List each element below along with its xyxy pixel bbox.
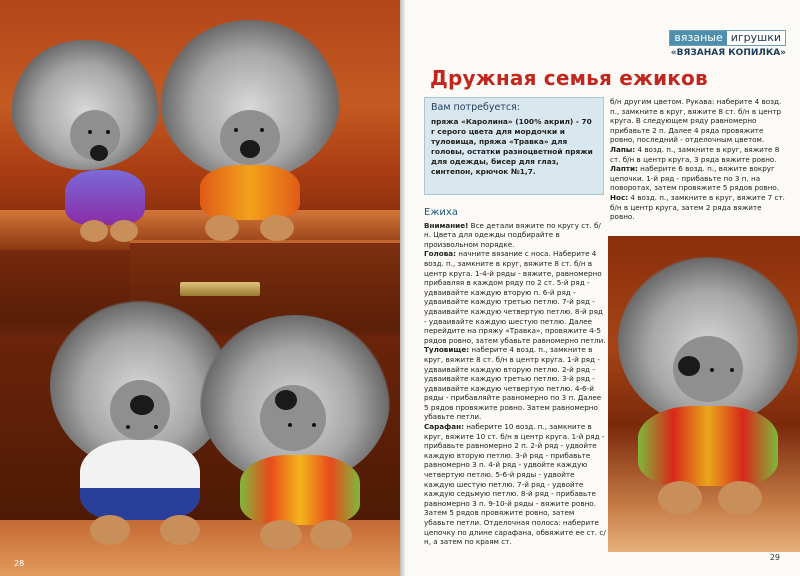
rubric-subtitle: «ВЯЗАНАЯ КОПИЛКА» xyxy=(670,48,786,58)
materials-box xyxy=(424,97,604,195)
materials-title: Вам потребуется: xyxy=(431,102,520,113)
article-title: Дружная семья ежиков xyxy=(430,66,708,90)
section-heading: Ежиха xyxy=(424,207,458,218)
paragraph-text: б/н другим цветом. Рукава: наберите 4 возд. п., замкните в круг, вяжите 8 ст. б/н в центр круга. В следующем ряду равномерно прибавьте 2 п. Далее 4 ряда провяжите ровно, последний - отделочным цветом. xyxy=(610,97,782,145)
rubric-header xyxy=(669,26,786,58)
paragraph xyxy=(610,145,788,164)
text-column-2 xyxy=(610,97,788,222)
paragraph-text: 4 возд. п., замкните в круг, вяжите 8 ст. б/н в центр круга, 3 ряда вяжите ровно. xyxy=(610,144,780,164)
paragraph xyxy=(424,422,606,547)
hedgehog-toy xyxy=(10,40,160,240)
drawer-handle xyxy=(180,282,260,296)
paragraph-text: начните вязание с носа. Наберите 4 возд. п., замкните в круг, вяжите 8 ст. б/н в центр круга. 1-4-й ряды - вяжите, равномерно прибавляя в каждом ряду по 2 ст. 5-й ряд - удваивайте каждую вторую п. 6-й ряд - удваивайте каждую третью петлю. 7-й ряд - удваивайте каждую четвертую петлю. 8-й ряд - удваивайте каждую шестую петлю. Далее перейдите на пряжу «Травка», провяжите 4-5 рядов ровно, затем убавьте равномерно петли. xyxy=(424,249,606,345)
paragraph-text: наберите 4 возд. п., замкните в круг, вяжите 8 ст. б/н в центр круга. 1-й ряд - удваивайте каждую вторую петлю. 2-й ряд - удваивайте каждую третью петлю. 3-й ряд - удваивайте каждую четвертую петлю. 4-6-й ряды - прибавляйте равномерно по 3 п. Далее 5 рядов провяжите ровно. Затем равномерно убавьте петли. xyxy=(424,345,602,422)
paragraph-text: наберите 6 возд. п., вяжите вокруг цепочки. 1-й ряд - прибавьте по 3 п. на поворотах, затем провяжите 5 рядов ровно. xyxy=(610,164,780,193)
page-number-right: 29 xyxy=(769,553,780,562)
paragraph-label: Голова: xyxy=(424,249,456,259)
paragraph-text: 4 возд. п., замкните в круг, вяжите 7 ст. б/н в центр круга, затем 2 ряда вяжите ровно. xyxy=(610,192,785,222)
right-page-photo xyxy=(608,236,800,552)
hedgehog-toy xyxy=(200,315,390,555)
paragraph-label: Внимание! xyxy=(424,220,469,230)
hedgehog-toy xyxy=(160,20,340,240)
paragraph-label: Сарафан: xyxy=(424,422,464,432)
rubric-bar xyxy=(669,30,786,46)
paragraph xyxy=(424,249,606,345)
page-gutter xyxy=(400,0,406,576)
page-number-left: 28 xyxy=(14,559,25,568)
paragraph-label: Лапы: xyxy=(610,144,636,154)
text-column-1 xyxy=(424,208,606,547)
materials-text: пряжа «Каролина» (100% акрил) - 70 г серого цвета для мордочки и туловища, пряжа «Травка» для головы, остатки разноцветной пряжи для одежды, бисер для глаз, синтепон, крючок №1,7. xyxy=(431,117,593,176)
paragraph xyxy=(424,221,606,250)
rubric-part-a: вязаные xyxy=(670,31,726,45)
paragraph-label: Туловище: xyxy=(424,345,470,355)
rubric-part-b: игрушки xyxy=(727,31,785,45)
paragraph-label: Нос: xyxy=(610,192,629,202)
paragraph xyxy=(610,193,788,222)
hedgehog-toy xyxy=(618,256,798,546)
paragraph-text: Все детали вяжите по кругу ст. б/н. Цвета для одежды подбирайте в произвольном порядке. xyxy=(424,220,601,249)
paragraph-text: наберите 10 возд. п., замкните в круг, вяжите 10 ст. б/н в центр круга. 1-й ряд - прибавьте равномерно 2 п. 2-й ряд - удвойте каждую вторую петлю. 3-й ряд - прибавьте равномерно 3 п. 4-й ряд - удвойте каждую четвертую петлю. 5-6-й ряды - удвойте каждую шестую петлю. 7-й ряд - удвойте каждую седьмую петлю. 8-й ряд - прибавьте равномерно 3 п. 9-10-й ряды - вяжите ровно. Затем 5 рядов провяжите ровно, затем убавьте петли. Отделочная полоса: наберите цепочку по длине сарафана, обвяжите ее ст. с/н, а затем по краям ст. xyxy=(424,422,606,547)
paragraph xyxy=(610,97,788,145)
paragraph xyxy=(610,164,788,193)
paragraph xyxy=(424,345,606,422)
paragraph-label: Лапти: xyxy=(610,164,638,174)
